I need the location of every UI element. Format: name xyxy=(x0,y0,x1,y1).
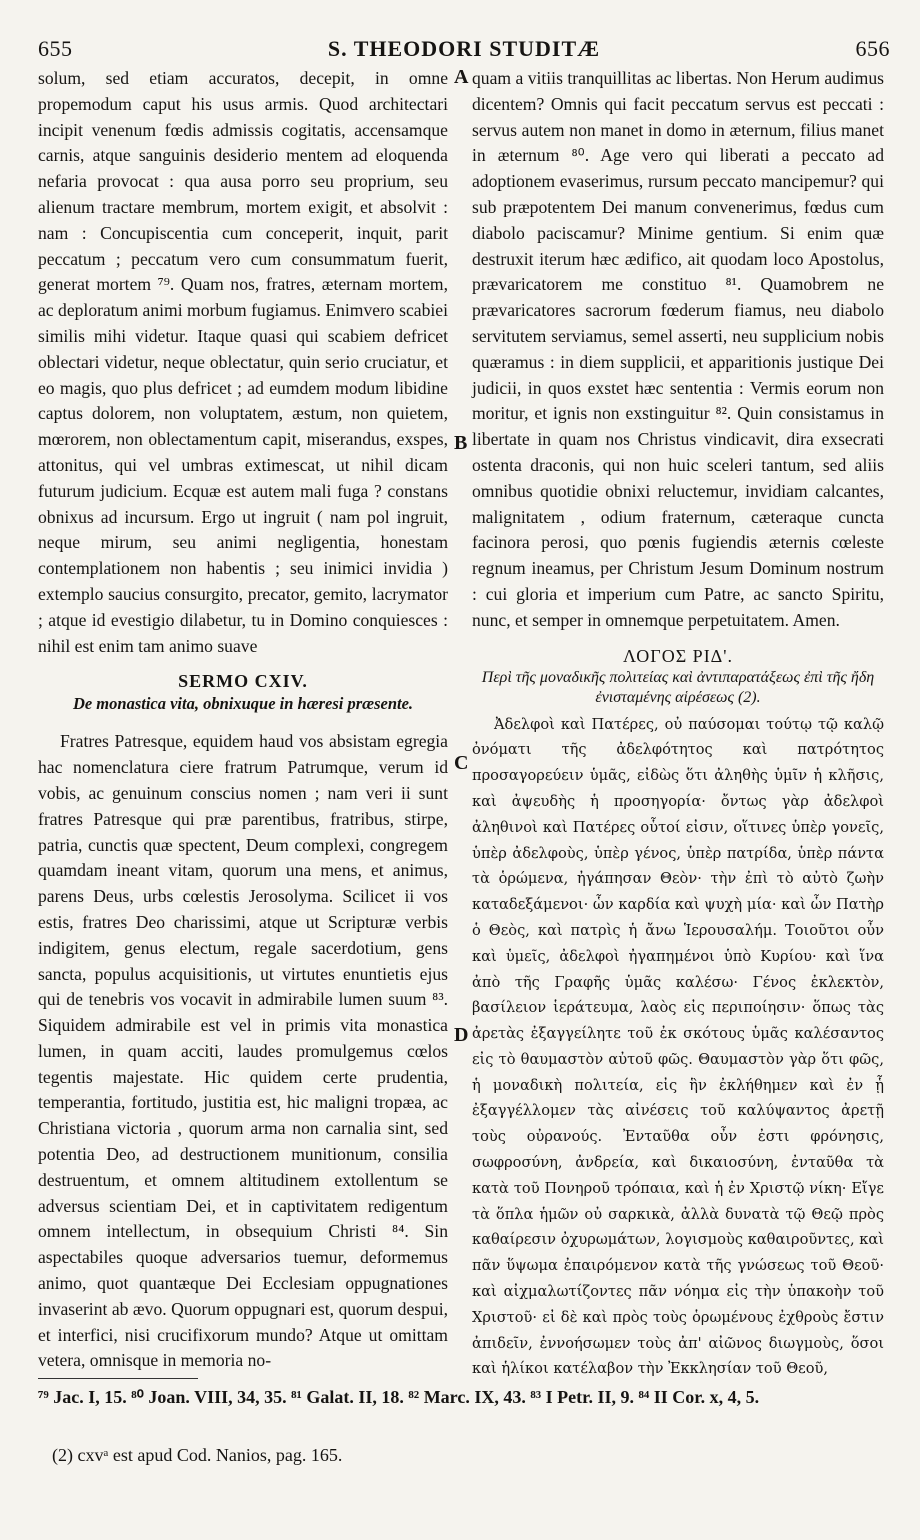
greek-sermon-title: ΛΟΓΟΣ ΡΙΔ'. xyxy=(622,645,734,666)
running-title: S. THEODORI STUDITÆ xyxy=(327,36,601,61)
left-column xyxy=(38,66,448,1374)
sermon-subtitle: De monastica vita, obnixuque in hæresi præsente. xyxy=(72,694,414,714)
right-column xyxy=(472,66,884,1382)
page-number-left: 655 xyxy=(38,36,73,61)
greek-sermon-subtitle: Περὶ τῆς μοναδικῆς πολιτείας καὶ ἀντιπαρατάξεως ἐπὶ τῆς ἤδη ἐνισταμένης αἱρέσεως (2). xyxy=(481,668,875,706)
page-header xyxy=(38,34,890,64)
footnote-manuscript: (2) cxvᵃ est apud Cod. Nanios, pag. 165. xyxy=(52,1445,343,1465)
sermon-title: SERMO CXIV. xyxy=(178,671,308,692)
latin-paragraph-1: solum, sed etiam accuratos, decepit, in omne propemodum caput his usus armis. Quod architectari incipit venenum fœdis admissis cogitatis, accensamque carnis, atque sanguinis desiderio mentem ad eloquenda nefaria provocat : qua ausa porro seu proprium, seu alienum tractare membrum, mortem exigit, et absolvit : nam : Concupiscentia cum conceperit, inquit, parit peccatum ; peccatum vero cum consummatum fuerit, generat mortem ⁷⁹. Quam nos, fratres, æternam mortem, ac deploratum animi morbum fugiamus. Enimvero scabiei similis mihi videtur. Itaque quasi qui scabiem defricet oblectari videtur, neque oblectatur, quin serio cruciatur, et eo magis, quo plus defricet ; ad eumdem modum libidine captus dolorem, non voluptatem, æstum, non quietem, mœrorem, non oblectamentum capit, miserandus, exspes, attonitus, qui vel umbras extimescat, ut nihil dicam futurum judicium. Ecquæ est autem mali fuga ? constans obnixus ad incursum. Ergo ut ingruit ( nam pol ingruit, neque mirum, seu animi negligentia, honestam contemplationem non habentis ; seu inimici invidia ) extemplo saucius consurgito, precator, gemito, lacrymator ; atque id evestigio dilabetur, tu in Domino conquiesces : nihil est enim tam animo suave xyxy=(38,68,448,656)
latin-paragraph-right: quam a vitiis tranquillitas ac libertas. Non Herum audimus dicentem? Omnis qui facit peccatum servus est peccati : servus autem non manet in domo in æternum, filius manet in æternum ⁸⁰. Age vero qui liberati a peccato ad adoptionem evaserimus, rursum peccato mancipemur? qui sub præpotentem Dei manum convenerimus, fœdus cum diabolo paciscamur? Minime gentium. Si enim quæ destruxit iterum hæc ædifico, ait quodam loco Apostolus, prævaricatorem me constituo ⁸¹. Quamobrem ne prævaricatores sacrorum fœderum fiamus, neu diabolo servitutem serviamus, semel asserti, neu supplicium nobis quæramus : in diem supplicii, et apparitionis justique Dei judicii, in quos exstet hæc sententia : Vermis eorum non moritur, et ignis non exstinguitur ⁸². Quin consistamus in libertate in quam nos Christus vindicavit, dira exsecrati ostenta draconis, qui non huic sceleri tantum, sed aliis omnibus quotidie obnixi reluctemur, invidiam calcantes, malignitatem , odium fraternum, cæteraque cuncta facinora perosi, quo pœnis fugiendis æternis cœleste regnum ineamus, per Christum Jesum Dominum nostrum : cui gloria et imperium cum Patre, ac sancto Spiritu, nunc, et semper in omnemque perpetuitatem. Amen. xyxy=(472,68,884,630)
margin-marker-b: B xyxy=(454,432,468,454)
margin-marker-a: A xyxy=(454,66,469,88)
footnotes-references: ⁷⁹ Jac. I, 15. ⁸⁰ Joan. VIII, 34, 35. ⁸¹ Galat. II, 18. ⁸² Marc. IX, 43. ⁸³ I Petr. II, 9. ⁸⁴ II Cor. x, 4, 5. xyxy=(38,1387,760,1407)
page-number-right: 656 xyxy=(855,36,890,61)
margin-marker-d: D xyxy=(454,1024,469,1046)
latin-paragraph-2: Fratres Patresque, equidem haud vos absistam egregia hac nomenclatura ciere fratrum Patrumque, verum id vobis, ac genuinum conscius nomen ; nam veri ii sunt fratres Patresque qui præ parentibus, fratribus, stirpe, patria, cunctis quæ spectent, Deum complexi, congregem quamdam ineant vitam, quorum una mens, et animus, parens Deus, urbs cœlestis Jerosolyma. Scilicet ii vos estis, fratres Deo charissimi, atque ut Scripturæ verbis indigitem, genus electum, regale sacerdotium, gens sancta, populus acquisitionis, ut virtutes enuntietis ejus qui de tenebris vos vocavit in admirabile lumen suum ⁸³. Siquidem admirabile est vel in primis vita monastica lumen, in quam acciti, laudes promulgemus cœlos tegentis majestate. Hic quidem certe prudentia, temperantia, fortitudo, justitia est, hic maligni tropæa, ac Christiana victoria , quorum arma non carnalia sint, sed potentia Deo, ad destructionem munitionum, consilia destruentum, et omnem altitudinem extollentum se adversus scientiam Dei, et in captivitatem redigentum omnem intellectum, in obsequium Christi ⁸⁴. Sin aspectabiles quoque adversarios tuemur, deformemus animo, quot quantæque Dei Ecclesiam oppugnationes invaserint ab ævo. Quorum oppugnari est, quorum despui, et interfici, nisi crucifixorum mundo? Atque ut omittam vetera, omnisque in memoria no- xyxy=(38,731,448,1371)
margin-marker-c: C xyxy=(454,752,469,774)
greek-paragraph: Ἀδελφοὶ καὶ Πατέρες, οὐ παύσομαι τούτῳ τῷ καλῷ ὀνόματι τῆς ἀδελφότητος καὶ πατρότητος προσαγορεύειν ὑμᾶς, εἰδὼς ὅτι ἀληθὴς ὑμῖν ἡ κλῆσις, καὶ ἀψευδὴς ἡ προσηγορία· ὄντως γὰρ ἀδελφοὶ ἀληθινοὶ καὶ Πατέρες οὗτοί εἰσιν, οἵτινες ὑπὲρ γονεῖς, ὑπὲρ ἀδελφοὺς, ὑπὲρ γένος, ὑπὲρ πατρίδα, ὑπὲρ πάντα τὰ ὁρώμενα, ἠγάπησαν Θεὸν· τὴν ἐπὶ τὸ αὐτὸ ζωὴν καταδεξάμενοι· ὧν καρδία καὶ ψυχὴ μία· καὶ ὧν Πατὴρ ὁ Θεὸς, καὶ πατρὶς ἡ ἄνω Ἱερουσαλήμ. Τοιοῦτοι οὖν καὶ ὑμεῖς, ἀδελφοὶ ἠγαπημένοι ὑπὸ Κυρίου· καὶ ἵνα ἀπὸ τῆς Γραφῆς ὑμᾶς καλέσω· Γένος ἐκλεκτὸν, βασίλειον ἱεράτευμα, λαὸς εἰς περιποίησιν· ὅπως τὰς ἀρετὰς ἐξαγγείλητε τοῦ ἐκ σκότους ὑμᾶς καλέσαντος εἰς τὸ θαυμαστὸν αὐτοῦ φῶς. Θαυμαστὸν γὰρ ὅτι φῶς, ἡ μοναδικὴ πολιτεία, εἰς ἣν ἐκλήθημεν καὶ ἐν ᾗ ἐξαγγέλλομεν τὰς αἰνέσεις τοῦ καλύψαντος ἀρετῇ τοὺς οὐρανούς. Ἐνταῦθα οὖν ἐστι φρόνησις, σωφροσύνη, ἀνδρεία, καὶ δικαιοσύνη, ἐνταῦθα τὰ κατὰ τοῦ Πονηροῦ τρόπαια, καὶ ἡ ἐν Χριστῷ νίκη· Εἴγε τὰ ὅπλα ἡμῶν οὐ σαρκικὰ, ἀλλὰ δυνατὰ τῷ Θεῷ πρὸς καθαίρεσιν ὀχυρωμάτων, λογισμοὺς καθαιροῦντες, καὶ πᾶν ὕψωμα ἐπαιρόμενον κατὰ τῆς γνώσεως τοῦ Θεοῦ· καὶ αἰχμαλωτίζοντες πᾶν νόημα εἰς τὴν ὑπακοὴν τοῦ Χριστοῦ· εἰ δὲ καὶ πρὸς τοὺς ὁρωμένους ἐχθροὺς ἔστιν ἀπιδεῖν, ἐννοήσωμεν τοὺς ἀπ' αἰῶνος διωγμοὺς, ὅσοι καὶ ἡλίκοι κατέλαβον τὴν Ἐκκλησίαν τοῦ Θεοῦ, xyxy=(472,715,884,1378)
footnote-rule xyxy=(38,1378,198,1379)
